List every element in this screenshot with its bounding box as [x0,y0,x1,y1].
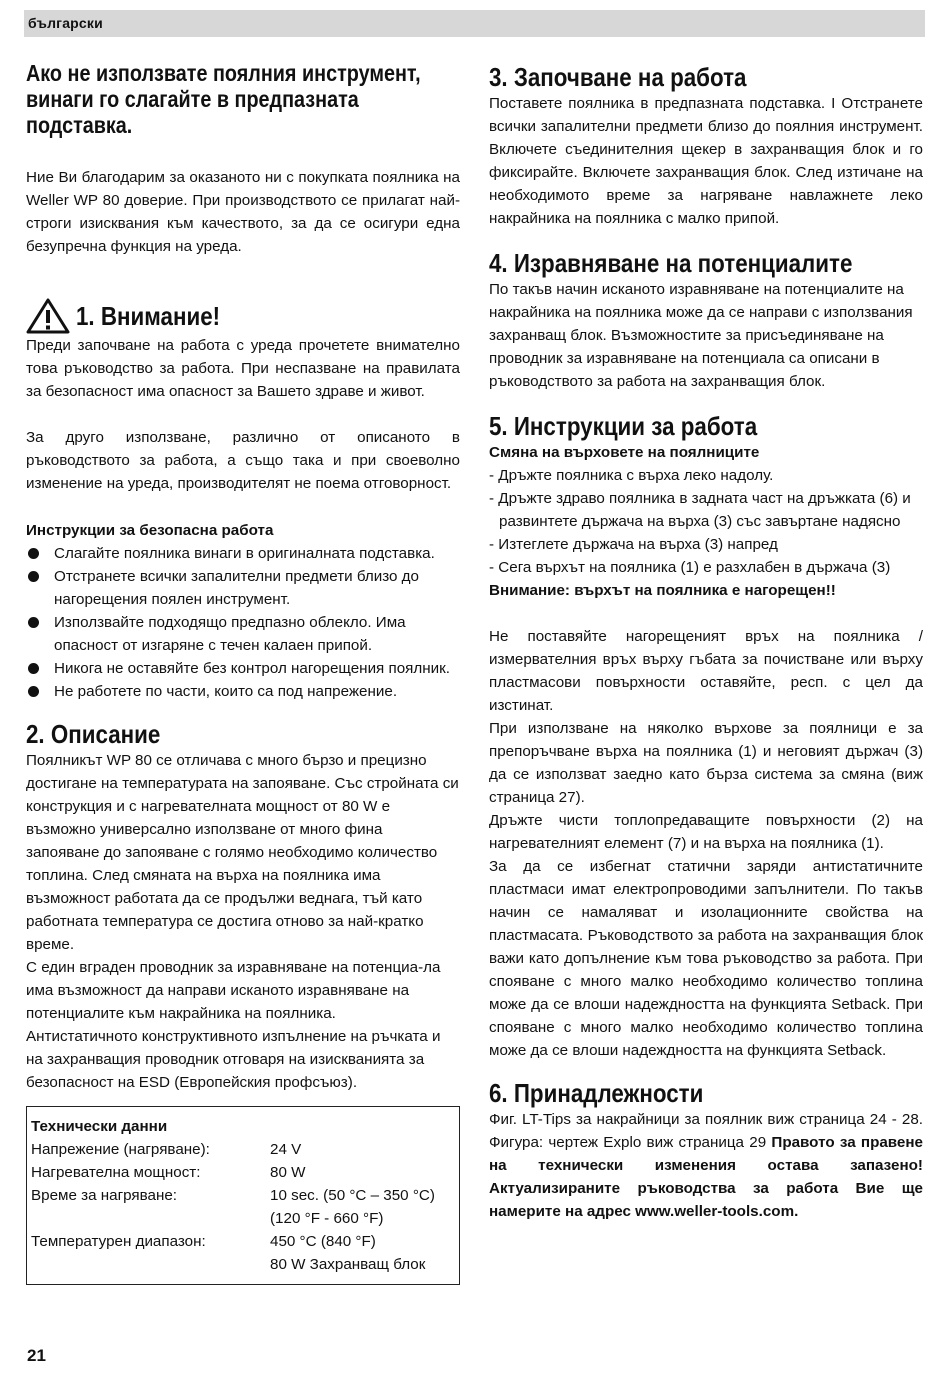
spec-label: Нагревателна мощност: [31,1164,201,1181]
list-item: - Дръжте здраво поялника в задната част на дръжката (6) и развинтете държача на върха (3) със завъртане надясно [489,490,911,530]
list-item: Отстранете всички запалителни предмети близо до нагорещения поялен инструмент. [26,565,460,611]
table-row [31,1230,453,1253]
section-4-title: 4. Изравняване на потенциалите [489,248,853,278]
list-item: Слагайте поялника винаги в оригиналната подставка. [26,542,460,565]
section-5-paragraph-3: Дръжте чисти топлопредаващите повърхности (2) на нагревателният елемент (7) и на върха на поялника (1). [489,812,923,852]
section-2-paragraph-3: Антистатичното конструктивното изпълнение на ръчката и на захранващия проводник отговаря на изискванията за безопасност на ESD (Европейския профсъюз). [26,1028,441,1091]
right-column [489,60,923,1223]
safety-subheading: Инструкции за безопасна работа [26,522,274,539]
rights-notice: Правото за правене на технически изменения остава запазено! Актуализираните ръководства за работа Вие ще намерите на адрес www.weller-tools.com. [489,1134,924,1220]
tip-change-subheading: Смяна на върховете на поялниците [489,444,760,461]
section-6-title: 6. Принадлежности [489,1078,704,1108]
table-row [31,1161,453,1184]
language-label: български [28,15,103,31]
list-item: - Дръжте поялника с върха леко надолу. [489,467,774,484]
section-1-title: 1. Внимание! [76,301,221,331]
section-5-paragraph-2: При използване на няколко върхове за поялници е за препоръчване върха на поялника (1) и неговият държач (3) да се използват заедно като бърза система за смяна (виж страница 27). [489,720,923,806]
list-item: Не работете по части, които са под напрежение. [26,680,460,703]
list-item: - Сега върхът на поялника (1) е разхлабен в държача (3) [489,559,891,576]
section-1-paragraph-2: За друго използване, различно от описаното в ръководството за работа, а също така и при своеволно изменение на уреда, производителят не поема отговорност. [26,429,460,492]
section-3-title: 3. Започване на работа [489,62,747,92]
accessories-text: Фиг. LT-Tips за накрайници за поялник виж страница 24 - 28. Фигура: чертеж Explo виж страница 29 [489,1111,923,1151]
section-4-paragraph: По такъв начин исканото изравняване на потенциалите на накрайника на поялника може да се направи с използвания захранващ блок. Възможностите за присъединяване на проводник за изравняване на потенциала са описани в ръководството за работа на захранващия блок. [489,281,913,390]
spec-value: 80 W [270,1164,306,1181]
section-2-title: 2. Описание [26,719,161,749]
table-row [31,1184,453,1207]
section-2-paragraph-2: С един вграден проводник за изравняване на потенциа-ла има възможност да направи исканото изравняване на потенциалите към накрайника на поялника. [26,959,441,1022]
spec-label [31,1253,270,1276]
section-5-paragraph-1: Не поставяйте нагорещеният връх на поялника / измервателния връх върху гъбата за почистване или върху пластмасови повърхности оставяйте, респ. с цел да изстинат. [489,628,923,714]
spec-label: Време за нагряване: [31,1187,178,1204]
language-header-bar [24,10,925,37]
section-5-title: 5. Инструкции за работа [489,411,758,441]
hot-tip-warning: Внимание: върхът на поялника е нагорещен!! [489,582,836,599]
list-item: Никога не оставяйте без контрол нагорещения поялник. [26,657,460,680]
spec-label: Температурен диапазон: [31,1233,206,1250]
spec-value: 10 sec. (50 °C – 350 °C) [270,1187,435,1204]
spec-value: 450 °C (840 °F) [270,1233,376,1250]
tip-change-steps [489,464,923,579]
section-3-paragraph: Поставете поялника в предпазната подставка. I Отстранете всички запалителни предмети близо до поялния инструмент. Включете съединителния щекер в захранващия блок и го фиксирайте. Включете захранващия блок. След изтичане на необходимото време за нагряване навлажнете леко накрайника на поялника с малко припой. [489,95,923,227]
list-item: Използвайте подходящо предпазно облекло. Има опасност от изгаряне с течен калаен припой. [26,611,460,657]
page-number: 21 [27,1346,46,1365]
technical-data-table [31,1138,453,1276]
table-row [31,1138,453,1161]
spec-value: 80 W Захранващ блок [270,1256,426,1273]
intro-paragraph: Ние Ви благодарим за оказаното ни с покупката поялника на Weller WP 80 доверие. При производството се прилагат най-строги изисквания към качеството, за да се осигури една безупречна функция на уреда. [26,169,460,255]
section-6-paragraph [489,1108,923,1223]
technical-data-box [26,1106,460,1285]
table-row [31,1253,453,1276]
list-item: - Изтеглете държача на върха (3) напред [489,536,778,553]
spec-value: (120 °F - 660 °F) [270,1210,384,1227]
section-2-paragraph-1: Поялникът WP 80 се отличава с много бързо и прецизно достигане на температурата на запояване. Със стройната си конструкция и с нагревателната мощност от 80 W е възможно универсално използване от много фина запояване до запояване с голямо необходимо количество топлина. След смяната на върха на поялника има възможност работата да се продължи веднага, тъй като работната температура се достига отново за най-кратко време. [26,752,459,953]
section-1-paragraph-1: Преди започване на работа с уреда прочетете внимателно това ръководство за работа. При неспазване на правилата за безопасност има опасност за Вашето здраве и живот. [26,337,460,400]
warning-triangle-icon [26,298,70,334]
spec-label: Напрежение (нагряване): [31,1141,210,1158]
table-row [31,1207,453,1230]
technical-data-heading: Технически данни [31,1118,168,1135]
page-title: Ако не използвате поялния инструмент, винаги го слагайте в предпазната подставка. [26,60,421,138]
section-1-heading [26,298,460,334]
spec-value: 24 V [270,1141,302,1158]
section-5-paragraph-4: За да се избегнат статични заряди антистатичните пластмаси имат електропроводими запълнители. По такъв начин се намаляват и изолационните свойства на пластмасата. Ръководството за работа на захранващия блок важи като допълнение към това ръководство за работа. При спояване с много малко необходимо количество топлина може да се влоши надеждността на функцията Setback. При спояване с много малко необходимо количество топлина може да се влоши надеждността на функцията Setback. [489,858,923,1059]
safety-list [26,542,460,703]
left-column [26,60,460,1285]
spec-label [31,1207,270,1230]
